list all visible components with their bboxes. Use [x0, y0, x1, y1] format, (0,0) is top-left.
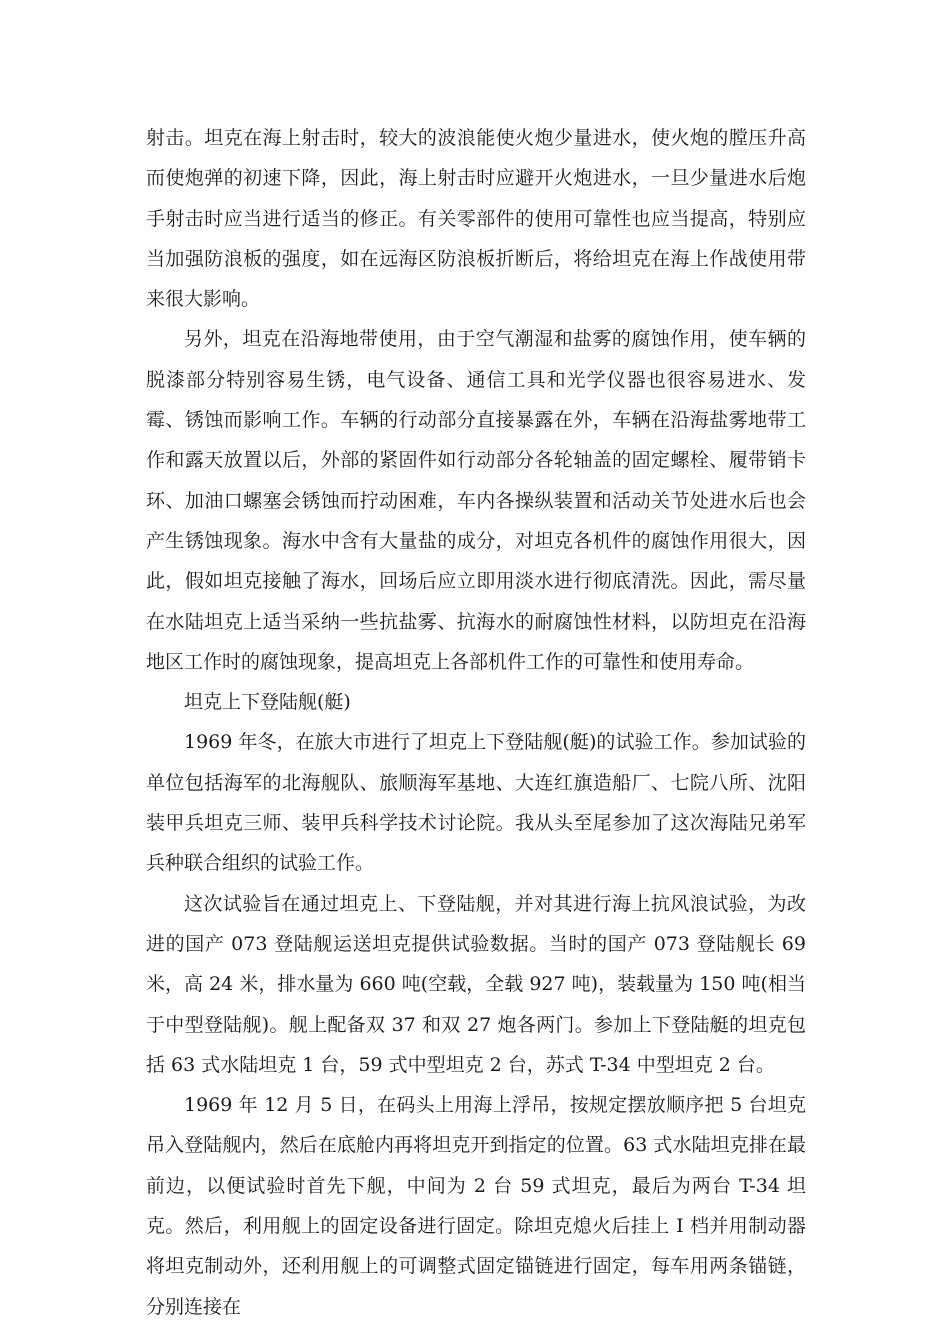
paragraph-trial-purpose: 这次试验旨在通过坦克上、下登陆舰，并对其进行海上抗风浪试验，为改进的国产 073 登陆舰运送坦克提供试验数据。当时的国产 073 登陆舰长 69 米，高 24 米，排水量为 660 吨(空载，全载 927 吨)，装载量为 150 吨(相当于中型登陆舰)。舰上配备双 37 和双 27 炮各两门。参加上下登陆艇的坦克包括 63 式水陆坦克 1 台，59 式中型坦克 2 台，苏式 T-34 中型坦克 2 台。: [146, 892, 806, 1076]
paragraph-corrosion: 另外，坦克在沿海地带使用，由于空气潮湿和盐雾的腐蚀作用，使车辆的脱漆部分特别容易生锈，电气设备、通信工具和光学仪器也很容易进水、发霉、锈蚀而影响工作。车辆的行动部分直接暴露在外，车辆在沿海盐雾地带工作和露天放置以后，外部的紧固件如行动部分各轮轴盖的固定螺栓、履带销卡环、加油口螺塞会锈蚀而拧动困难，车内各操纵装置和活动关节处进水后也会产生锈蚀现象。海水中含有大量盐的成分，对坦克各机件的腐蚀作用很大，因此，假如坦克接触了海水，回场后应立即用淡水进行彻底清洗。因此，需尽量在水陆坦克上适当采纳一些抗盐雾、抗海水的耐腐蚀性材料，以防坦克在沿海地区工作时的腐蚀现象，提高坦克上各部机件工作的可靠性和使用寿命。: [146, 328, 806, 673]
section-heading: 坦克上下登陆舰(艇): [184, 691, 351, 714]
paragraph-trial-1969: 1969 年冬，在旅大市进行了坦克上下登陆舰(艇)的试验工作。参加试验的单位包括海军的北海舰队、旅顺海军基地、大连红旗造船厂、七院八所、沈阳装甲兵坦克三师、装甲兵科学技术讨论院。我从头至尾参加了这次海陆兄弟军兵种联合组织的试验工作。: [146, 731, 806, 875]
document-page: [146, 118, 806, 1327]
paragraph-continuation: 射击。坦克在海上射击时，较大的波浪能使火炮少量进水，使火炮的膛压升高而使炮弹的初速下降，因此，海上射击时应避开火炮进水，一旦少量进水后炮手射击时应当进行适当的修正。有关零部件的使用可靠性也应当提高，特别应当加强防浪板的强度，如在远海区防浪板折断后，将给坦克在海上作战使用带来很大影响。: [146, 127, 806, 311]
paragraph-loading: 1969 年 12 月 5 日，在码头上用海上浮吊，按规定摆放顺序把 5 台坦克吊入登陆舰内，然后在底舱内再将坦克开到指定的位置。63 式水陆坦克排在最前边，以便试验时首先下舰，中间为 2 台 59 式坦克，最后为两台 T-34 坦克。然后，利用舰上的固定设备进行固定。除坦克熄火后挂上 I 档并用制动器将坦克制动外，还利用舰上的可调整式固定锚链进行固定，每车用两条锚链，分别连接在: [146, 1094, 806, 1318]
